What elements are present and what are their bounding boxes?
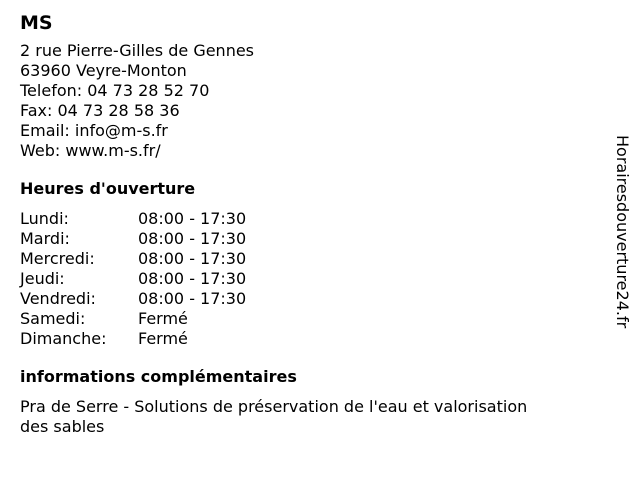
hours-time: 08:00 - 17:30 (138, 249, 247, 268)
hours-day: Dimanche: (20, 329, 107, 348)
hours-row-thursday (20, 269, 600, 289)
info-heading: informations complémentaires (20, 367, 297, 386)
watermark-text: Horairesdouverture24.fr (613, 135, 632, 329)
hours-time: 08:00 - 17:30 (138, 269, 247, 288)
hours-row-saturday (20, 309, 600, 329)
address-city: 63960 Veyre-Monton (20, 61, 187, 80)
hours-time: 08:00 - 17:30 (138, 209, 247, 228)
hours-row-wednesday (20, 249, 600, 269)
hours-row-monday (20, 209, 600, 229)
hours-day: Mardi: (20, 229, 70, 248)
hours-day: Jeudi: (20, 269, 65, 288)
hours-time: 08:00 - 17:30 (138, 229, 247, 248)
business-name: MS (20, 12, 53, 34)
business-card (20, 9, 600, 437)
hours-row-tuesday (20, 229, 600, 249)
hours-time: Fermé (138, 329, 188, 348)
phone-number: Telefon: 04 73 28 52 70 (20, 81, 210, 100)
hours-day: Mercredi: (20, 249, 95, 268)
hours-heading: Heures d'ouverture (20, 179, 196, 198)
hours-time: 08:00 - 17:30 (138, 289, 247, 308)
info-description: Pra de Serre - Solutions de préservation de l'eau et valorisation des sables (20, 397, 528, 436)
hours-table (20, 209, 600, 349)
hours-day: Samedi: (20, 309, 86, 328)
address-street: 2 rue Pierre-Gilles de Gennes (20, 41, 255, 60)
hours-row-sunday (20, 329, 600, 349)
hours-day: Lundi: (20, 209, 69, 228)
fax-number: Fax: 04 73 28 58 36 (20, 101, 180, 120)
website: Web: www.m-s.fr/ (20, 141, 161, 160)
hours-day: Vendredi: (20, 289, 96, 308)
hours-row-friday (20, 289, 600, 309)
email-address: Email: info@m-s.fr (20, 121, 168, 140)
hours-time: Fermé (138, 309, 188, 328)
